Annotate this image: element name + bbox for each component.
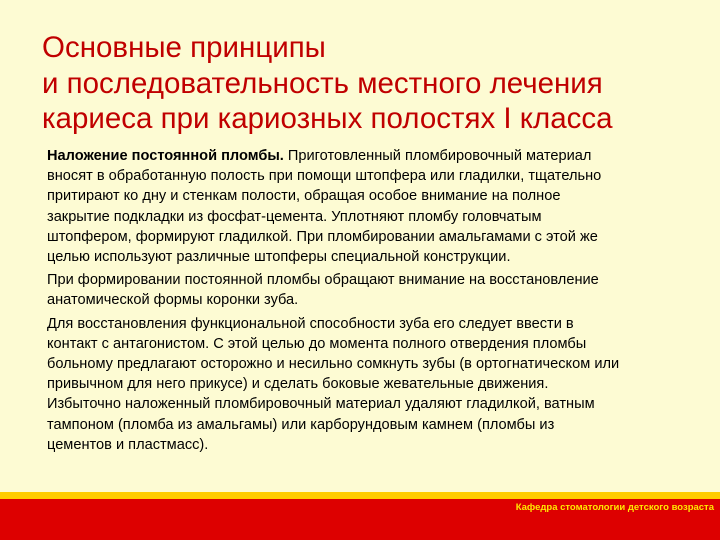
text-line: цементов и пластмасс). [47,436,209,453]
text-line: Для восстановления функциональной способности зуба его следует ввести в [47,315,574,332]
paragraph-permanent-filling [47,146,687,267]
text-line: штопфером, формируют гладилкой. При пломбировании амальгамами с этой же [47,228,598,245]
text-line: Избыточно наложенный пломбировочный материал удаляют гладилкой, ватным [47,396,595,413]
text-line: вносят в обработанную полость при помощи штопфера или гладилки, тщательно [47,168,602,185]
slide-title [42,30,702,137]
slide-body [47,146,687,458]
title-line-3: кариеса при кариозных полостях I класса [42,102,613,135]
paragraph-anatomy-form [47,270,687,310]
text-line: При формировании постоянной пломбы обращают внимание на восстановление [47,272,599,289]
text-line: целью используют различные штопферы специальной конструкции. [47,249,511,266]
footer-department-label: Кафедра стоматологии детского возраста [515,502,714,513]
text-line: анатомической формы коронки зуба. [47,292,299,309]
text-line: закрытие подкладки из фосфат-цемента. Уплотняют пломбу головчатым [47,208,542,225]
text-line [47,146,687,166]
text-line: тампоном (пломба из амальгамы) или карборундовым камнем (пломбы из [47,416,555,433]
title-line-2: и последовательность местного лечения [42,66,603,100]
text-line: привычном для него прикусе) и сделать боковые жевательные движения. [47,376,549,393]
footer-stripe [0,492,720,499]
text-line: контакт с антагонистом. С этой целью до момента полного отвердения пломбы [47,335,587,352]
lead-heading: Наложение постоянной пломбы. [47,148,284,164]
title-line-1: Основные принципы [42,31,326,64]
text-fragment: Приготовленный пломбировочный материал [283,148,592,164]
text-line: притирают ко дну и стенкам полости, обращая особое внимание на полное [47,188,561,205]
paragraph-function-restoration [47,314,687,455]
text-line: больному предлагают осторожно и несильно сомкнуть зубы (в ортогнатическом или [47,356,620,373]
